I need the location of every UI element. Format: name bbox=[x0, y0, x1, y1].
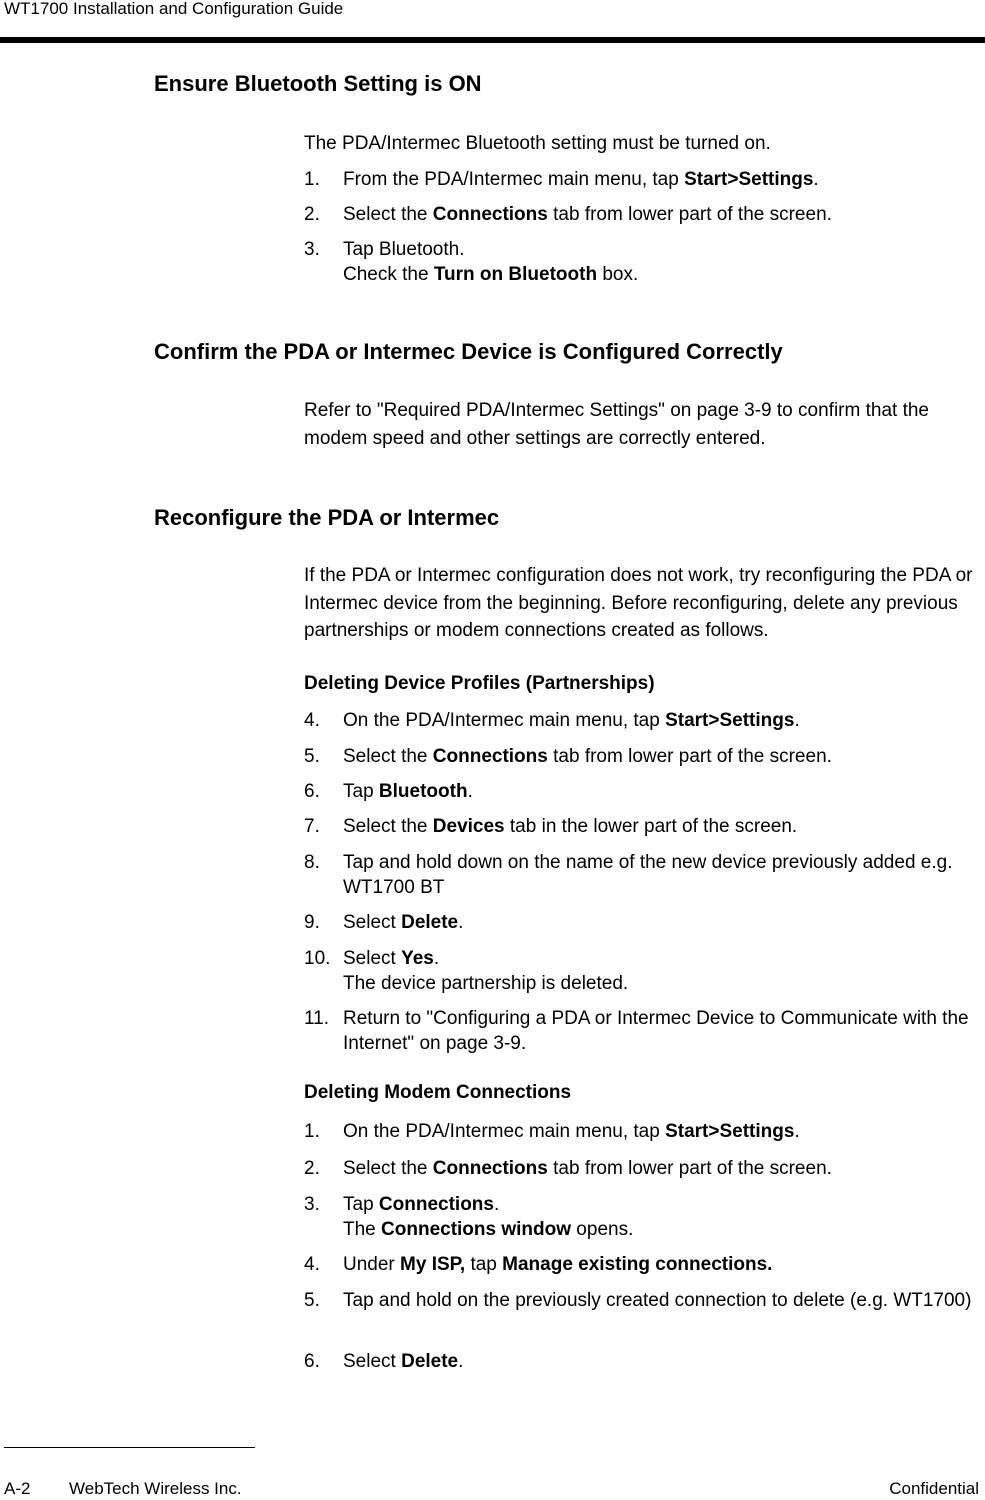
list-item: 3. Tap Bluetooth. Check the Turn on Bluetooth box. bbox=[304, 239, 639, 285]
step-number: 1. bbox=[304, 169, 320, 190]
list-item: 2. Select the Connections tab from lower part of the screen. bbox=[304, 1158, 832, 1179]
step-number: 3. bbox=[304, 239, 320, 260]
list-item: 8. Tap and hold down on the name of the new device previously added e.g. WT1700 BT bbox=[304, 852, 953, 898]
confirm-text: Refer to "Required PDA/Intermec Settings" on page 3-9 to confirm that the modem speed and other settings are correctly entered. bbox=[304, 400, 929, 449]
list-item: 7. Select the Devices tab in the lower part of the screen. bbox=[304, 816, 798, 837]
list-item: 9. Select Delete. bbox=[304, 912, 464, 933]
footer-rule bbox=[4, 1447, 255, 1448]
list-item: 6. Tap Bluetooth. bbox=[304, 781, 473, 802]
subheading-modem: Deleting Modem Connections bbox=[304, 1082, 572, 1103]
header-rule bbox=[0, 37, 985, 43]
list-item: 4. On the PDA/Intermec main menu, tap Start>Settings. bbox=[304, 710, 800, 731]
list-item: 11. Return to "Configuring a PDA or Intermec Device to Communicate with the Internet" on page 3-9. bbox=[304, 1008, 969, 1054]
section-title-confirm: Confirm the PDA or Intermec Device is Configured Correctly bbox=[154, 339, 783, 364]
list-item: 5. Tap and hold on the previously created connection to delete (e.g. WT1700) bbox=[304, 1290, 972, 1311]
list-item: 2. Select the Connections tab from lower part of the screen. bbox=[304, 204, 832, 225]
section-title-bluetooth: Ensure Bluetooth Setting is ON bbox=[154, 71, 482, 96]
step-number: 2. bbox=[304, 204, 320, 225]
list-item: 5. Select the Connections tab from lower part of the screen. bbox=[304, 746, 832, 767]
list-item: 6. Select Delete. bbox=[304, 1351, 464, 1372]
list-item: 1. From the PDA/Intermec main menu, tap Start>Settings. bbox=[304, 169, 819, 190]
list-item: 3. Tap Connections. The Connections window opens. bbox=[304, 1194, 634, 1240]
list-item: 10. Select Yes. The device partnership is deleted. bbox=[304, 948, 629, 994]
list-item: 1. On the PDA/Intermec main menu, tap Start>Settings. bbox=[304, 1121, 800, 1142]
list-item: 4. Under My ISP, tap Manage existing connections. bbox=[304, 1254, 773, 1275]
reconfigure-text: If the PDA or Intermec configuration does not work, try reconfiguring the PDA or Intermec device from the beginning. Before reconfiguring, delete any previous partnerships or modem connections created as follows. bbox=[304, 565, 973, 641]
bluetooth-intro: The PDA/Intermec Bluetooth setting must be turned on. bbox=[304, 133, 771, 154]
section-title-reconfigure: Reconfigure the PDA or Intermec bbox=[154, 505, 500, 530]
footer-classification: Confidential bbox=[889, 1479, 979, 1498]
footer-page-number: A-2 bbox=[4, 1479, 31, 1498]
running-header: WT1700 Installation and Configuration Guide bbox=[4, 0, 344, 18]
subheading-profiles: Deleting Device Profiles (Partnerships) bbox=[304, 673, 655, 694]
footer-company: WebTech Wireless Inc. bbox=[69, 1479, 242, 1498]
